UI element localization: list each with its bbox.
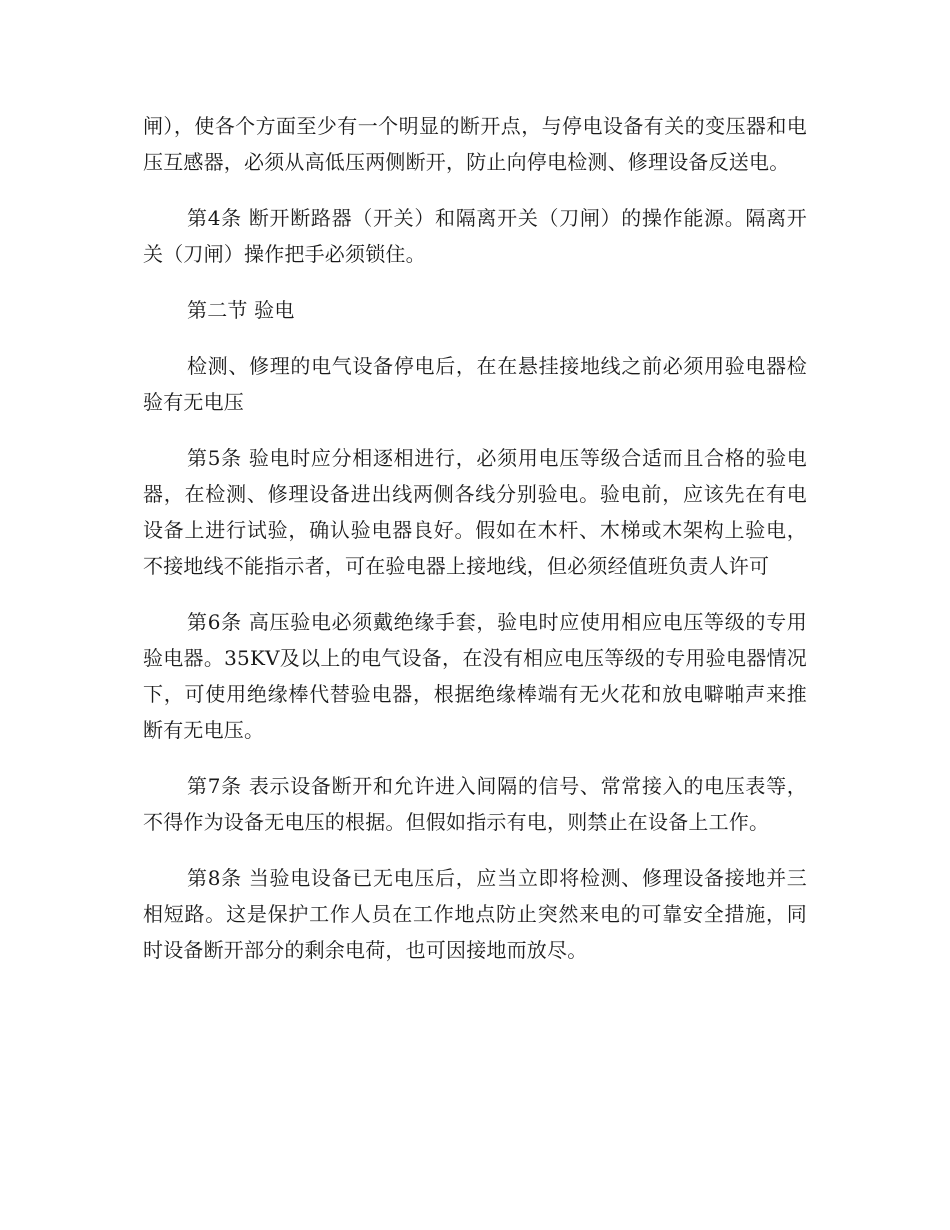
paragraph-section-intro: 检测、修理的电气设备停电后，在在悬挂接地线之前必须用验电器检验有无电压 — [143, 354, 807, 414]
paragraph-continuation: 闸），使各个方面至少有一个明显的断开点，与停电设备有关的变压器和电压互感器，必须从高低压两侧断开，防止向停电检测、修理设备反送电。 — [143, 114, 807, 174]
paragraph-article-6: 第6条 高压验电必须戴绝缘手套，验电时应使用相应电压等级的专用验电器。35KV及以上的电气设备，在没有相应电压等级的专用验电器情况下，可使用绝缘棒代替验电器，根据绝缘棒端有无火花和放电噼啪声来推断有无电压。 — [143, 610, 807, 742]
document-body — [143, 108, 807, 968]
paragraph-article-8: 第8条 当验电设备已无电压后，应当立即将检测、修理设备接地并三相短路。这是保护工作人员在工作地点防止突然来电的可靠安全措施，同时设备断开部分的剩余电荷，也可因接地而放尽。 — [143, 866, 807, 962]
paragraph-article-4: 第4条 断开断路器（开关）和隔离开关（刀闸）的操作能源。隔离开关（刀闸）操作把手必须锁住。 — [143, 206, 807, 266]
paragraph-article-5: 第5条 验电时应分相逐相进行，必须用电压等级合适而且合格的验电器，在检测、修理设备进出线两侧各线分别验电。验电前，应该先在有电设备上进行试验，确认验电器良好。假如在木杆、木梯或木架构上验电，不接地线不能指示者，可在验电器上接地线，但必须经值班负责人许可 — [143, 446, 807, 578]
section-heading: 第二节 验电 — [187, 298, 295, 322]
paragraph-article-7: 第7条 表示设备断开和允许进入间隔的信号、常常接入的电压表等，不得作为设备无电压的根据。但假如指示有电，则禁止在设备上工作。 — [143, 774, 807, 834]
